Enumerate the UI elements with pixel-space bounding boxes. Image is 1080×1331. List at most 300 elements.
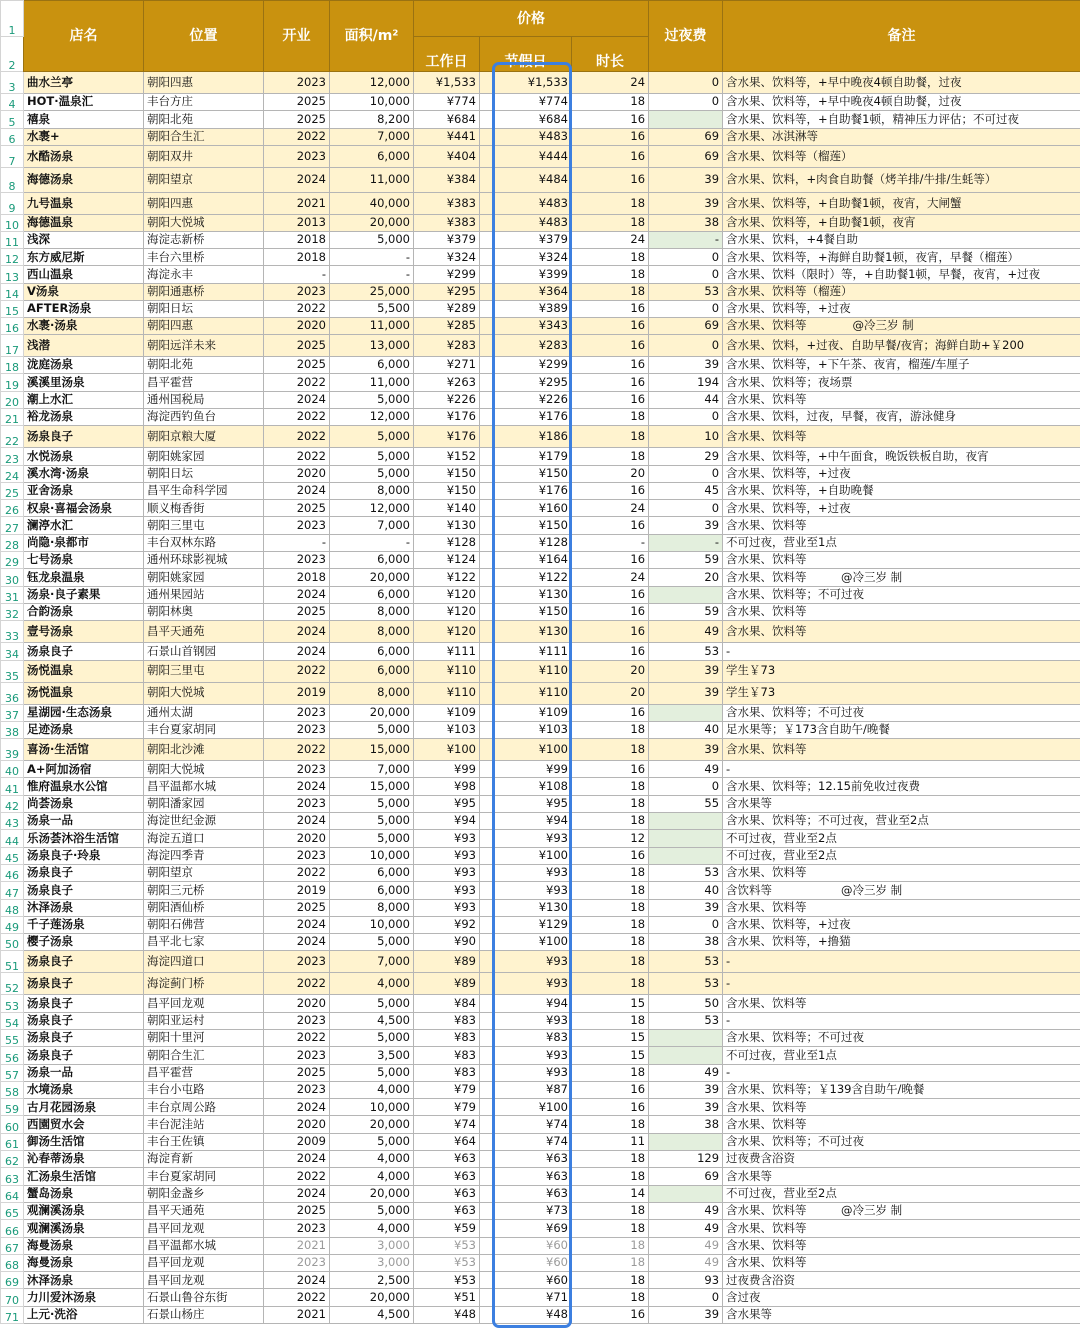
area[interactable]: 4,000 [330, 1220, 414, 1237]
shop-name[interactable]: 汤泉良子 [24, 882, 144, 899]
notes[interactable]: 学生￥73 [723, 682, 1080, 704]
open-year[interactable]: 2023 [264, 951, 330, 973]
row-number[interactable]: 43 [1, 813, 24, 830]
duration[interactable]: 16 [572, 1306, 649, 1323]
open-year[interactable]: 2025 [264, 1064, 330, 1081]
workday-price[interactable]: ¥122 [414, 569, 480, 586]
duration[interactable]: 15 [572, 1047, 649, 1064]
notes[interactable]: 不可过夜，营业至1点 [723, 534, 1080, 551]
workday-price[interactable]: ¥384 [414, 167, 480, 192]
open-year[interactable]: 2024 [264, 1099, 330, 1116]
row-number[interactable]: 20 [1, 391, 24, 408]
holiday-price[interactable]: ¥130 [480, 899, 572, 916]
notes[interactable]: 含水果、饮料等，+过夜 [723, 500, 1080, 517]
duration[interactable]: 16 [572, 374, 649, 391]
location[interactable]: 朝阳三元桥 [144, 882, 264, 899]
workday-price[interactable]: ¥263 [414, 374, 480, 391]
location[interactable]: 朝阳大悦城 [144, 761, 264, 778]
location[interactable]: 海淀育新 [144, 1151, 264, 1168]
area[interactable]: 6,000 [330, 357, 414, 374]
holiday-price[interactable]: ¥111 [480, 643, 572, 660]
shop-name[interactable]: 御汤生活馆 [24, 1133, 144, 1150]
duration[interactable]: 18 [572, 1254, 649, 1271]
row-number[interactable]: 6 [1, 128, 24, 145]
header-workday[interactable]: 工作日 [414, 37, 480, 72]
holiday-price[interactable]: ¥150 [480, 465, 572, 482]
open-year[interactable]: 2025 [264, 899, 330, 916]
workday-price[interactable]: ¥53 [414, 1237, 480, 1254]
shop-name[interactable]: 潮上水汇 [24, 391, 144, 408]
holiday-price[interactable]: ¥100 [480, 934, 572, 951]
shop-name[interactable]: 足迹汤泉 [24, 721, 144, 738]
location[interactable]: 昌平北七家 [144, 934, 264, 951]
open-year[interactable]: 2023 [264, 721, 330, 738]
workday-price[interactable]: ¥89 [414, 973, 480, 995]
notes[interactable]: 含水果、饮料等，+自助餐1顿，夜宵 [723, 214, 1080, 231]
shop-name[interactable]: 西園贸水会 [24, 1116, 144, 1133]
workday-price[interactable]: ¥83 [414, 1029, 480, 1046]
row-number[interactable]: 32 [1, 603, 24, 620]
shop-name[interactable]: 力川爱沐汤泉 [24, 1289, 144, 1306]
workday-price[interactable]: ¥98 [414, 778, 480, 795]
row-number[interactable]: 2 [1, 37, 24, 72]
shop-name[interactable]: 水悦汤泉 [24, 448, 144, 465]
workday-price[interactable]: ¥150 [414, 465, 480, 482]
row-number[interactable]: 62 [1, 1151, 24, 1168]
overnight-fee[interactable]: 55 [649, 795, 723, 812]
workday-price[interactable]: ¥285 [414, 318, 480, 335]
overnight-fee[interactable]: 0 [649, 408, 723, 425]
shop-name[interactable]: 汤泉良子 [24, 995, 144, 1012]
area[interactable]: 5,000 [330, 830, 414, 847]
location[interactable]: 昌平回龙观 [144, 1254, 264, 1271]
shop-name[interactable]: 东方威尼斯 [24, 249, 144, 266]
workday-price[interactable]: ¥110 [414, 660, 480, 682]
holiday-price[interactable]: ¥94 [480, 813, 572, 830]
duration[interactable]: 16 [572, 145, 649, 167]
shop-name[interactable]: 九号温泉 [24, 192, 144, 214]
open-year[interactable]: 2019 [264, 682, 330, 704]
shop-name[interactable]: 汤泉良子 [24, 973, 144, 995]
row-number[interactable]: 39 [1, 739, 24, 761]
overnight-fee[interactable]: 49 [649, 1064, 723, 1081]
workday-price[interactable]: ¥83 [414, 1047, 480, 1064]
open-year[interactable]: 2022 [264, 973, 330, 995]
shop-name[interactable]: 汤泉良子·玲泉 [24, 847, 144, 864]
duration[interactable]: 18 [572, 778, 649, 795]
shop-name[interactable]: V汤泉 [24, 283, 144, 300]
open-year[interactable]: 2020 [264, 318, 330, 335]
duration[interactable]: 16 [572, 318, 649, 335]
overnight-fee[interactable]: 49 [649, 621, 723, 643]
notes[interactable]: - [723, 1064, 1080, 1081]
duration[interactable]: 18 [572, 249, 649, 266]
notes[interactable]: 含水果、饮料等 @冷三岁 制 [723, 1202, 1080, 1219]
duration[interactable]: 16 [572, 300, 649, 317]
workday-price[interactable]: ¥100 [414, 739, 480, 761]
holiday-price[interactable]: ¥60 [480, 1237, 572, 1254]
location[interactable]: 海淀五道口 [144, 830, 264, 847]
overnight-fee[interactable]: 0 [649, 500, 723, 517]
workday-price[interactable]: ¥1,533 [414, 72, 480, 94]
shop-name[interactable]: 汤泉良子 [24, 1047, 144, 1064]
overnight-fee[interactable]: 69 [649, 145, 723, 167]
shop-name[interactable]: 沁春蒂汤泉 [24, 1151, 144, 1168]
holiday-price[interactable]: ¥122 [480, 569, 572, 586]
duration[interactable]: 18 [572, 1151, 649, 1168]
duration[interactable]: 18 [572, 721, 649, 738]
area[interactable]: 5,000 [330, 1064, 414, 1081]
duration[interactable]: 18 [572, 426, 649, 448]
location[interactable]: 石景山鲁谷东街 [144, 1289, 264, 1306]
location[interactable]: 海淀蓟门桥 [144, 973, 264, 995]
notes[interactable]: 含水果、饮料等 [723, 391, 1080, 408]
location[interactable]: 昌平回龙观 [144, 995, 264, 1012]
location[interactable]: 朝阳北苑 [144, 357, 264, 374]
row-number[interactable]: 69 [1, 1272, 24, 1289]
header-overnight[interactable]: 过夜费 [649, 1, 723, 72]
duration[interactable]: 18 [572, 1220, 649, 1237]
duration[interactable]: 18 [572, 1012, 649, 1029]
duration[interactable]: 18 [572, 408, 649, 425]
location[interactable]: 朝阳日坛 [144, 300, 264, 317]
holiday-price[interactable]: ¥93 [480, 830, 572, 847]
holiday-price[interactable]: ¥186 [480, 426, 572, 448]
row-number[interactable]: 16 [1, 318, 24, 335]
open-year[interactable]: 2022 [264, 1168, 330, 1185]
holiday-price[interactable]: ¥483 [480, 214, 572, 231]
notes[interactable]: 含水果、饮料等，+自助餐1顿，精神压力评估；不可过夜 [723, 111, 1080, 128]
notes[interactable]: - [723, 643, 1080, 660]
holiday-price[interactable]: ¥176 [480, 408, 572, 425]
row-number[interactable]: 40 [1, 761, 24, 778]
open-year[interactable]: 2023 [264, 145, 330, 167]
location[interactable]: 朝阳姚家园 [144, 569, 264, 586]
shop-name[interactable]: 汤泉·良子素果 [24, 586, 144, 603]
duration[interactable]: 16 [572, 643, 649, 660]
location[interactable]: 朝阳姚家园 [144, 448, 264, 465]
workday-price[interactable]: ¥95 [414, 795, 480, 812]
shop-name[interactable]: 曲水兰亭 [24, 72, 144, 94]
open-year[interactable]: 2022 [264, 660, 330, 682]
holiday-price[interactable]: ¥483 [480, 192, 572, 214]
area[interactable]: 5,000 [330, 1202, 414, 1219]
overnight-fee[interactable]: 93 [649, 1272, 723, 1289]
overnight-fee[interactable] [649, 1047, 723, 1064]
notes[interactable]: 含水果、饮料等 [723, 995, 1080, 1012]
duration[interactable]: 16 [572, 357, 649, 374]
overnight-fee[interactable]: 53 [649, 643, 723, 660]
overnight-fee[interactable] [649, 1185, 723, 1202]
open-year[interactable]: 2025 [264, 357, 330, 374]
notes[interactable]: 学生￥73 [723, 660, 1080, 682]
holiday-price[interactable]: ¥483 [480, 128, 572, 145]
area[interactable]: 4,500 [330, 1012, 414, 1029]
open-year[interactable]: 2023 [264, 1220, 330, 1237]
area[interactable]: 25,000 [330, 283, 414, 300]
row-number[interactable]: 64 [1, 1185, 24, 1202]
holiday-price[interactable]: ¥83 [480, 1029, 572, 1046]
open-year[interactable]: 2021 [264, 192, 330, 214]
row-number[interactable]: 41 [1, 778, 24, 795]
open-year[interactable]: 2024 [264, 1151, 330, 1168]
notes[interactable]: 含水果、饮料等 [723, 552, 1080, 569]
workday-price[interactable]: ¥93 [414, 864, 480, 881]
notes[interactable]: 含水果、饮料等 [723, 1237, 1080, 1254]
holiday-price[interactable]: ¥74 [480, 1116, 572, 1133]
row-number[interactable]: 70 [1, 1289, 24, 1306]
row-number[interactable]: 24 [1, 465, 24, 482]
overnight-fee[interactable]: 39 [649, 739, 723, 761]
notes[interactable]: 不可过夜，营业至1点 [723, 1047, 1080, 1064]
open-year[interactable]: 2021 [264, 1306, 330, 1323]
workday-price[interactable]: ¥79 [414, 1099, 480, 1116]
workday-price[interactable]: ¥124 [414, 552, 480, 569]
location[interactable]: 朝阳金盏乡 [144, 1185, 264, 1202]
overnight-fee[interactable]: 0 [649, 465, 723, 482]
duration[interactable]: 16 [572, 335, 649, 357]
row-number[interactable]: 42 [1, 795, 24, 812]
open-year[interactable]: 2025 [264, 1202, 330, 1219]
holiday-price[interactable]: ¥60 [480, 1254, 572, 1271]
duration[interactable]: 24 [572, 500, 649, 517]
holiday-price[interactable]: ¥93 [480, 1012, 572, 1029]
open-year[interactable]: 2022 [264, 300, 330, 317]
row-number[interactable]: 67 [1, 1237, 24, 1254]
duration[interactable]: - [572, 534, 649, 551]
duration[interactable]: 18 [572, 1272, 649, 1289]
area[interactable]: 12,000 [330, 408, 414, 425]
open-year[interactable]: 2020 [264, 995, 330, 1012]
shop-name[interactable]: 千子莲汤泉 [24, 916, 144, 933]
overnight-fee[interactable]: 0 [649, 916, 723, 933]
area[interactable]: 10,000 [330, 1099, 414, 1116]
holiday-price[interactable]: ¥389 [480, 300, 572, 317]
notes[interactable]: 过夜费含浴资 [723, 1272, 1080, 1289]
open-year[interactable]: 2019 [264, 882, 330, 899]
overnight-fee[interactable]: 39 [649, 660, 723, 682]
overnight-fee[interactable]: 40 [649, 882, 723, 899]
overnight-fee[interactable]: 59 [649, 552, 723, 569]
overnight-fee[interactable]: 49 [649, 1202, 723, 1219]
overnight-fee[interactable]: 49 [649, 761, 723, 778]
overnight-fee[interactable]: 38 [649, 214, 723, 231]
duration[interactable]: 18 [572, 214, 649, 231]
overnight-fee[interactable]: 38 [649, 934, 723, 951]
row-number[interactable]: 12 [1, 249, 24, 266]
duration[interactable]: 16 [572, 128, 649, 145]
location[interactable]: 朝阳潘家园 [144, 795, 264, 812]
workday-price[interactable]: ¥774 [414, 94, 480, 111]
holiday-price[interactable]: ¥164 [480, 552, 572, 569]
area[interactable]: 7,000 [330, 517, 414, 534]
workday-price[interactable]: ¥120 [414, 586, 480, 603]
overnight-fee[interactable]: 0 [649, 266, 723, 283]
workday-price[interactable]: ¥93 [414, 882, 480, 899]
open-year[interactable]: 2023 [264, 847, 330, 864]
row-number[interactable]: 52 [1, 973, 24, 995]
notes[interactable]: 含水果、饮料等；不可过夜 [723, 1029, 1080, 1046]
area[interactable]: 20,000 [330, 214, 414, 231]
shop-name[interactable]: 汤泉良子 [24, 1029, 144, 1046]
workday-price[interactable]: ¥324 [414, 249, 480, 266]
row-number[interactable]: 49 [1, 916, 24, 933]
notes[interactable]: 含水果、饮料等，+下午茶、夜宵，榴莲/车厘子 [723, 357, 1080, 374]
duration[interactable]: 18 [572, 1289, 649, 1306]
workday-price[interactable]: ¥63 [414, 1202, 480, 1219]
open-year[interactable]: 2023 [264, 72, 330, 94]
area[interactable]: 10,000 [330, 916, 414, 933]
row-number[interactable]: 29 [1, 552, 24, 569]
workday-price[interactable]: ¥150 [414, 482, 480, 499]
shop-name[interactable]: 澜渟水汇 [24, 517, 144, 534]
row-number[interactable]: 37 [1, 704, 24, 721]
notes[interactable]: 含水果、饮料等；不可过夜 [723, 1133, 1080, 1150]
shop-name[interactable]: 喜汤·生活馆 [24, 739, 144, 761]
duration[interactable]: 16 [572, 704, 649, 721]
notes[interactable]: 含水果、饮料等；12.15前免收过夜费 [723, 778, 1080, 795]
row-number[interactable]: 55 [1, 1029, 24, 1046]
duration[interactable]: 18 [572, 899, 649, 916]
shop-name[interactable]: A+阿加汤宿 [24, 761, 144, 778]
location[interactable]: 朝阳北苑 [144, 111, 264, 128]
row-number[interactable]: 51 [1, 951, 24, 973]
notes[interactable]: 含水果、饮料等 [723, 1254, 1080, 1271]
location[interactable]: 朝阳望京 [144, 167, 264, 192]
notes[interactable]: - [723, 973, 1080, 995]
row-number[interactable]: 13 [1, 266, 24, 283]
row-number[interactable]: 60 [1, 1116, 24, 1133]
duration[interactable]: 16 [572, 761, 649, 778]
location[interactable]: 朝阳石佛营 [144, 916, 264, 933]
workday-price[interactable]: ¥59 [414, 1220, 480, 1237]
area[interactable]: 5,000 [330, 1029, 414, 1046]
row-number[interactable]: 31 [1, 586, 24, 603]
shop-name[interactable]: 汤泉良子 [24, 1012, 144, 1029]
row-number[interactable]: 3 [1, 72, 24, 94]
area[interactable]: 8,200 [330, 111, 414, 128]
row-number[interactable]: 9 [1, 192, 24, 214]
holiday-price[interactable]: ¥69 [480, 1220, 572, 1237]
shop-name[interactable]: 汤泉一品 [24, 813, 144, 830]
location[interactable]: 顺义梅香街 [144, 500, 264, 517]
area[interactable]: 6,000 [330, 552, 414, 569]
location[interactable]: 石景山首钢园 [144, 643, 264, 660]
area[interactable]: 40,000 [330, 192, 414, 214]
overnight-fee[interactable]: 39 [649, 167, 723, 192]
shop-name[interactable]: 观澜溪汤泉 [24, 1220, 144, 1237]
workday-price[interactable]: ¥51 [414, 1289, 480, 1306]
holiday-price[interactable]: ¥379 [480, 231, 572, 248]
shop-name[interactable]: 汤悦温泉 [24, 682, 144, 704]
area[interactable]: 5,000 [330, 1133, 414, 1150]
open-year[interactable]: 2020 [264, 465, 330, 482]
open-year[interactable]: 2022 [264, 448, 330, 465]
area[interactable]: 4,000 [330, 1168, 414, 1185]
location[interactable]: 朝阳日坛 [144, 465, 264, 482]
open-year[interactable]: 2025 [264, 500, 330, 517]
row-number[interactable]: 7 [1, 145, 24, 167]
shop-name[interactable]: 汤泉一品 [24, 1064, 144, 1081]
open-year[interactable]: 2023 [264, 283, 330, 300]
location[interactable]: 昌平回龙观 [144, 1272, 264, 1289]
area[interactable]: 7,000 [330, 951, 414, 973]
area[interactable]: 4,000 [330, 973, 414, 995]
overnight-fee[interactable] [649, 813, 723, 830]
duration[interactable]: 18 [572, 813, 649, 830]
duration[interactable]: 20 [572, 660, 649, 682]
workday-price[interactable]: ¥289 [414, 300, 480, 317]
overnight-fee[interactable]: 53 [649, 864, 723, 881]
open-year[interactable]: 2022 [264, 426, 330, 448]
notes[interactable]: 含水果、饮料等，+撸猫 [723, 934, 1080, 951]
open-year[interactable]: 2018 [264, 569, 330, 586]
duration[interactable]: 16 [572, 1081, 649, 1098]
row-number[interactable]: 35 [1, 660, 24, 682]
location[interactable]: 朝阳远洋未来 [144, 335, 264, 357]
location[interactable]: 朝阳双井 [144, 145, 264, 167]
location[interactable]: 朝阳四惠 [144, 318, 264, 335]
location[interactable]: 海淀世纪金源 [144, 813, 264, 830]
shop-name[interactable]: 溪水湾·汤泉 [24, 465, 144, 482]
holiday-price[interactable]: ¥130 [480, 586, 572, 603]
overnight-fee[interactable]: 0 [649, 249, 723, 266]
holiday-price[interactable]: ¥399 [480, 266, 572, 283]
open-year[interactable]: 2023 [264, 1081, 330, 1098]
notes[interactable]: 含水果、饮料，+肉食自助餐（烤羊排/牛排/生蚝等） [723, 167, 1080, 192]
row-number[interactable]: 61 [1, 1133, 24, 1150]
area[interactable]: - [330, 266, 414, 283]
area[interactable]: 20,000 [330, 1289, 414, 1306]
open-year[interactable]: 2025 [264, 603, 330, 620]
workday-price[interactable]: ¥53 [414, 1254, 480, 1271]
row-number[interactable]: 38 [1, 721, 24, 738]
overnight-fee[interactable] [649, 1029, 723, 1046]
notes[interactable]: 含水果、饮料等，+早中晚夜4顿自助餐，过夜 [723, 94, 1080, 111]
area[interactable]: 2,500 [330, 1272, 414, 1289]
holiday-price[interactable]: ¥343 [480, 318, 572, 335]
workday-price[interactable]: ¥283 [414, 335, 480, 357]
workday-price[interactable]: ¥684 [414, 111, 480, 128]
workday-price[interactable]: ¥92 [414, 916, 480, 933]
notes[interactable]: 含水果、饮料等（榴莲） [723, 145, 1080, 167]
workday-price[interactable]: ¥93 [414, 899, 480, 916]
workday-price[interactable]: ¥63 [414, 1168, 480, 1185]
holiday-price[interactable]: ¥95 [480, 795, 572, 812]
row-number[interactable]: 8 [1, 167, 24, 192]
duration[interactable]: 18 [572, 739, 649, 761]
workday-price[interactable]: ¥176 [414, 426, 480, 448]
duration[interactable]: 18 [572, 283, 649, 300]
overnight-fee[interactable] [649, 1133, 723, 1150]
notes[interactable]: 含水果、饮料等；不可过夜，营业至2点 [723, 813, 1080, 830]
area[interactable]: 20,000 [330, 1185, 414, 1202]
overnight-fee[interactable]: 194 [649, 374, 723, 391]
location[interactable]: 朝阳京粮大厦 [144, 426, 264, 448]
holiday-price[interactable]: ¥484 [480, 167, 572, 192]
area[interactable]: 3,000 [330, 1254, 414, 1271]
holiday-price[interactable]: ¥295 [480, 374, 572, 391]
workday-price[interactable]: ¥99 [414, 761, 480, 778]
open-year[interactable]: 2024 [264, 813, 330, 830]
shop-name[interactable]: HOT·温泉汇 [24, 94, 144, 111]
holiday-price[interactable]: ¥130 [480, 621, 572, 643]
row-number[interactable]: 46 [1, 864, 24, 881]
shop-name[interactable]: 西山温泉 [24, 266, 144, 283]
workday-price[interactable]: ¥379 [414, 231, 480, 248]
area[interactable]: 8,000 [330, 621, 414, 643]
notes[interactable]: 含水果、饮料等，+早中晚夜4顿自助餐，过夜 [723, 72, 1080, 94]
